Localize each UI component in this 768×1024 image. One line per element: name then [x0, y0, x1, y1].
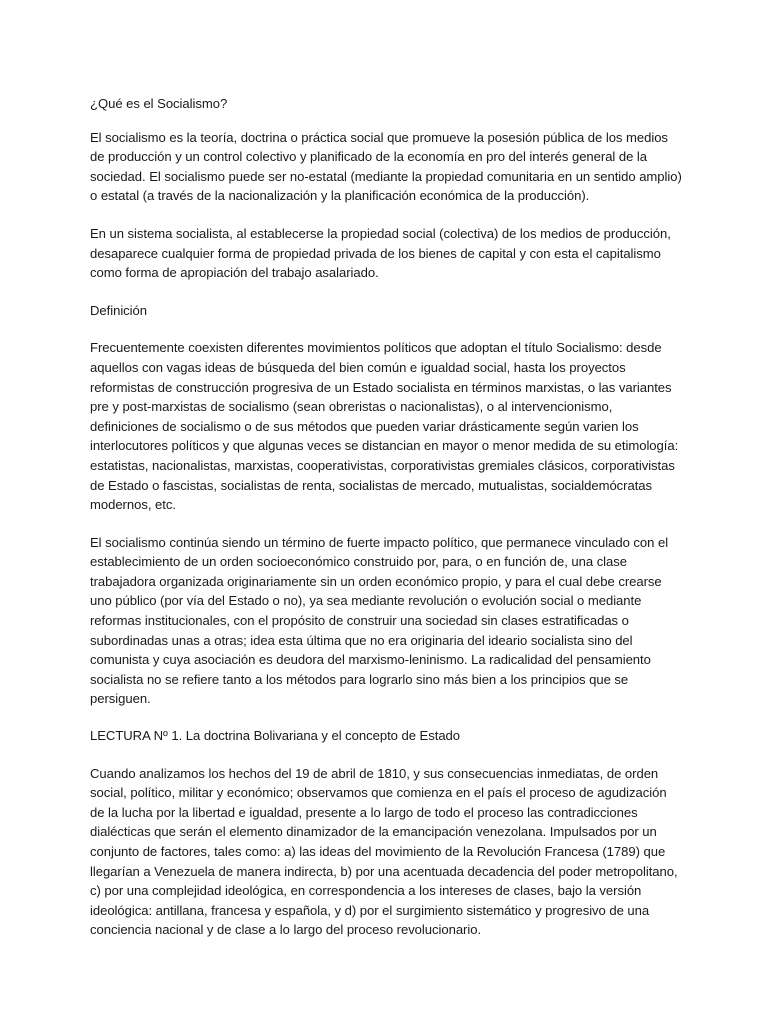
paragraph-sistema-socialista: En un sistema socialista, al establecerse la propiedad social (colectiva) de los medios de producción, desaparece cualquier forma de propiedad privada de los bienes de capital y con esta el capitalismo como forma de apropiación del trabajo asalariado.	[90, 225, 671, 281]
heading-que-es-el-socialismo: ¿Qué es el Socialismo?	[90, 96, 228, 111]
paragraph-definicion-socialismo: El socialismo es la teoría, doctrina o práctica social que promueve la posesión pública de los medios de producción y un control colectivo y planificado de la economía en pro del interés general de la sociedad. El socialismo puede ser no-estatal (mediante la propiedad comunitaria en un sentido amplio) o estatal (a través de la nacionalización y la planificación económica de la producción).	[90, 129, 682, 204]
heading-definicion: Definición	[90, 302, 147, 318]
paragraph-movimientos-politicos: Frecuentemente coexisten diferentes movimientos políticos que adoptan el título Socialismo: desde aquellos con vagas ideas de búsqueda del bien común e igualdad social, hasta los proyectos reformistas de construcción progresiva de un Estado socialista en términos marxistas, o las variantes pre y post-marxistas de socialismo (sean obreristas o nacionalistas), o al intervencionismo, definiciones de socialismo o de sus métodos que pueden variar drásticamente según varien los interlocutores políticos y que algunas veces se distancian en mayor o menor medida de su etimología: estatistas, nacionalistas, marxistas, cooperativistas, corporativistas gremiales clásicos, corporativistas de Estado o fascistas, socialistas de renta, socialistas de mercado, mutualistas, socialdemócratas modernos, etc.	[90, 340, 679, 513]
heading-lectura-1: LECTURA Nº 1. La doctrina Bolivariana y el concepto de Estado	[90, 728, 461, 744]
paragraph-19-de-abril: Cuando analizamos los hechos del 19 de abril de 1810, y sus consecuencias inmediatas, de orden social, político, militar y económico; observamos que comienza en el país el proceso de agudización de la lucha por la libertad e igualdad, presente a lo largo de todo el proceso las contradicciones dialécticas que serán el elemento dinamizador de la emancipación venezolana. Impulsados por un conjunto de factores, tales como: a) las ideas del movimiento de la Revolución Francesa (1789) que llegarían a Venezuela de manera indirecta, b) por una acentuada decadencia del poder metropolitano, c) por una complejidad ideológica, en correspondencia a los intereses de clases, bajo la versión ideológica: antillana, francesa y española, y d) por el surgimiento sistemático y progresivo de una conciencia nacional y de clase a lo largo del proceso revolucionario.	[90, 765, 678, 938]
document-page	[90, 94, 682, 940]
paragraph-impacto-politico: El socialismo continúa siendo un término de fuerte impacto político, que permanece vinculado con el establecimiento de un orden socioeconómico construido por, para, o en función de, una clase trabajadora organizada originariamente sin un orden económico propio, y para el cual debe crearse uno público (por vía del Estado o no), ya sea mediante revolución o evolución social o mediante reformas institucionales, con el propósito de construir una sociedad sin clases estratificadas o subordinadas unas a otras; idea esta última que no era originaria del ideario socialista sino del comunista y cuya asociación es deudora del marxismo-leninismo. La radicalidad del pensamiento socialista no se refiere tanto a los métodos para lograrlo sino más bien a los principios que se persiguen.	[90, 534, 669, 707]
